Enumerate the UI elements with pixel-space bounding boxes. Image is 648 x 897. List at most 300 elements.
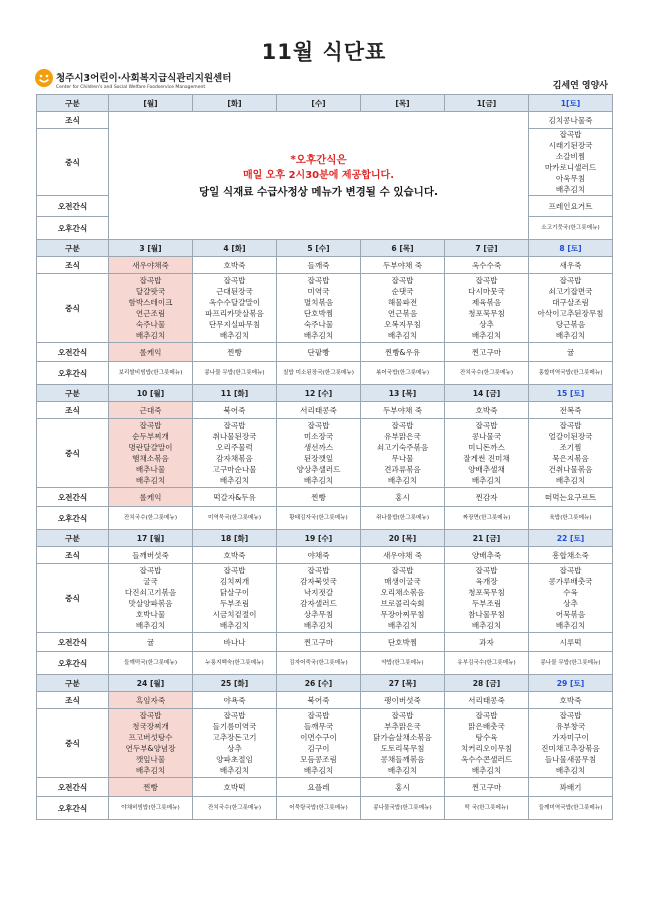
breakfast-menu-cell: 팽이버섯죽 bbox=[361, 692, 445, 709]
menu-item: 배추김치 bbox=[471, 621, 502, 630]
pm-snack-cell: 잔치국수(한그릇메뉴) bbox=[445, 362, 529, 385]
am-snack-cell: 과자 bbox=[445, 633, 529, 652]
day-header: [화] bbox=[193, 95, 277, 112]
day-header: 25 [화] bbox=[193, 675, 277, 692]
menu-item: 들기름미역국 bbox=[212, 722, 257, 731]
menu-item: 순댓국 bbox=[391, 287, 414, 296]
lunch-menu-cell bbox=[109, 709, 193, 778]
row-label-lunch: 중식 bbox=[37, 274, 109, 343]
am-snack-cell: 롤케익 bbox=[109, 488, 193, 507]
day-header: 5 [수] bbox=[277, 240, 361, 257]
menu-item: 잡곡밥 bbox=[223, 566, 246, 575]
menu-item: 배추김치 bbox=[555, 476, 586, 485]
day-header: 4 [화] bbox=[193, 240, 277, 257]
pm-snack-cell: 들깨떡국(한그릇메뉴) bbox=[109, 652, 193, 675]
menu-item: 맛살양파볶음 bbox=[128, 599, 173, 608]
breakfast-row bbox=[37, 547, 613, 564]
menu-item: 잡곡밥 bbox=[139, 276, 162, 285]
am-snack-cell: 찐고구마 bbox=[445, 778, 529, 797]
day-header: 27 [목] bbox=[361, 675, 445, 692]
menu-item: 배추김치 bbox=[135, 331, 166, 340]
menu-item: 얼갈이된장국 bbox=[548, 432, 593, 441]
menu-item: 청포묵무침 bbox=[468, 309, 505, 318]
row-label-am-snack: 오전간식 bbox=[37, 196, 109, 217]
am-snack-cell: 프레인요거트 bbox=[529, 196, 613, 217]
lunch-menu-cell bbox=[529, 419, 613, 488]
breakfast-menu-cell: 들깨죽 bbox=[277, 257, 361, 274]
menu-item: 상추 bbox=[479, 320, 494, 329]
menu-item: 잡곡밥 bbox=[559, 276, 582, 285]
lunch-menu-cell bbox=[277, 274, 361, 343]
am-snack-cell: 호박떡 bbox=[193, 778, 277, 797]
am-snack-row bbox=[37, 778, 613, 797]
menu-item: 무장아찌무침 bbox=[380, 610, 425, 619]
breakfast-menu-cell: 두부야채 죽 bbox=[361, 257, 445, 274]
pm-snack-cell: 짜장면(한그릇메뉴) bbox=[445, 507, 529, 530]
lunch-menu-cell bbox=[109, 564, 193, 633]
breakfast-row bbox=[37, 692, 613, 709]
row-label-am-snack: 오전간식 bbox=[37, 343, 109, 362]
am-snack-cell: 찐빵 bbox=[193, 343, 277, 362]
menu-item: 근대된장국 bbox=[216, 287, 253, 296]
pm-snack-cell: 유부김국수(한그릇메뉴) bbox=[445, 652, 529, 675]
row-label-lunch: 중식 bbox=[37, 129, 109, 196]
menu-item: 프고버섯탕수 bbox=[128, 733, 173, 742]
am-snack-row bbox=[37, 343, 613, 362]
menu-item: 배추김치 bbox=[303, 331, 334, 340]
pm-snack-cell: 칠밥 미소된장국(한그릇메뉴) bbox=[277, 362, 361, 385]
lunch-menu-cell bbox=[445, 709, 529, 778]
orange-smile-logo-icon bbox=[34, 68, 54, 88]
am-snack-cell: 찐빵 bbox=[109, 778, 193, 797]
breakfast-menu-cell: 야채죽 bbox=[277, 547, 361, 564]
menu-item: 배추김치 bbox=[471, 476, 502, 485]
menu-item: 도토리묵무침 bbox=[380, 744, 425, 753]
notice-line: 매일 오후 2시30분에 제공합니다. bbox=[242, 169, 395, 181]
menu-item: 상추무침 bbox=[303, 610, 334, 619]
menu-item: 단호박찜 bbox=[303, 309, 334, 318]
menu-item: 유부맑은국 bbox=[384, 432, 421, 441]
day-header: 18 [화] bbox=[193, 530, 277, 547]
pm-snack-row bbox=[37, 652, 613, 675]
day-header: 19 [수] bbox=[277, 530, 361, 547]
day-header: 12 [수] bbox=[277, 385, 361, 402]
breakfast-menu-cell: 근대죽 bbox=[109, 402, 193, 419]
menu-item: 닭가슴살채소볶음 bbox=[373, 733, 432, 742]
lunch-row bbox=[37, 709, 613, 778]
menu-item: 고추장돈고기 bbox=[212, 733, 257, 742]
row-label-pm-snack: 오후간식 bbox=[37, 652, 109, 675]
day-header: 21 [금] bbox=[445, 530, 529, 547]
menu-item: 배추김치 bbox=[219, 766, 250, 775]
menu-item: 시래기된장국 bbox=[548, 141, 593, 150]
pm-snack-cell: 쥐나물밥(한그릇메뉴) bbox=[361, 507, 445, 530]
am-snack-cell: 찐빵 bbox=[277, 488, 361, 507]
breakfast-menu-cell: 새우야채죽 bbox=[109, 257, 193, 274]
menu-item: 양배추샐채 bbox=[468, 465, 505, 474]
menu-item: 잡곡밥 bbox=[475, 566, 498, 575]
menu-item: 상추 bbox=[227, 744, 242, 753]
lunch-menu-cell bbox=[529, 129, 613, 196]
menu-item: 오리주물럭 bbox=[216, 443, 253, 452]
menu-item: 양파초절임 bbox=[216, 755, 253, 764]
breakfast-menu-cell: 흥합채소죽 bbox=[529, 547, 613, 564]
header-label: 구분 bbox=[37, 530, 109, 547]
menu-item: 배추김치 bbox=[303, 766, 334, 775]
pm-snack-row bbox=[37, 362, 613, 385]
day-header: 10 [월] bbox=[109, 385, 193, 402]
lunch-menu-cell bbox=[193, 564, 277, 633]
menu-item: 배추김치 bbox=[471, 331, 502, 340]
menu-item: 콩나물국 bbox=[471, 432, 502, 441]
menu-item: 잡곡밥 bbox=[391, 276, 414, 285]
menu-item: 해물파전 bbox=[387, 298, 418, 307]
am-snack-cell: 바나나 bbox=[193, 633, 277, 652]
am-snack-cell: 단호박찜 bbox=[361, 633, 445, 652]
breakfast-menu-cell: 들깨버섯죽 bbox=[109, 547, 193, 564]
menu-item: 배추김치 bbox=[135, 476, 166, 485]
day-header: 13 [목] bbox=[361, 385, 445, 402]
lunch-menu-cell bbox=[361, 709, 445, 778]
lunch-menu-cell bbox=[193, 419, 277, 488]
dietitian-name: 김세연 영양사 bbox=[552, 81, 608, 91]
notice-line: 당일 식재료 수급사정상 메뉴가 변경될 수 있습니다. bbox=[199, 185, 438, 198]
menu-item: 감자북엇국 bbox=[300, 577, 337, 586]
menu-item: 들깨무국 bbox=[303, 722, 334, 731]
am-snack-cell: 귤 bbox=[529, 343, 613, 362]
pm-snack-cell: 떡 국(한그릇메뉴) bbox=[445, 797, 529, 820]
day-header: [목] bbox=[361, 95, 445, 112]
am-snack-cell: 홍시 bbox=[361, 778, 445, 797]
lunch-menu-cell bbox=[109, 419, 193, 488]
menu-item: 단무지실파무침 bbox=[208, 320, 261, 329]
menu-item: 청국장찌개 bbox=[132, 722, 169, 731]
pm-snack-cell: 미역묵국(한그릇메뉴) bbox=[193, 507, 277, 530]
menu-item: 견과류볶음 bbox=[384, 465, 421, 474]
menu-item: 잡곡밥 bbox=[559, 711, 582, 720]
menu-item: 조기찜 bbox=[559, 443, 582, 452]
lunch-menu-cell bbox=[361, 564, 445, 633]
menu-item: 잡곡밥 bbox=[139, 711, 162, 720]
menu-item: 잡곡밥 bbox=[223, 421, 246, 430]
am-snack-cell: 떡갈자&두유 bbox=[193, 488, 277, 507]
menu-item: 잡곡밥 bbox=[475, 711, 498, 720]
breakfast-menu-cell: 북어죽 bbox=[277, 692, 361, 709]
breakfast-menu-cell: 새우야채 죽 bbox=[361, 547, 445, 564]
week-header-row bbox=[37, 385, 613, 402]
menu-item: 연근볶음 bbox=[387, 309, 418, 318]
menu-item: 브로콜리숙회 bbox=[380, 599, 425, 608]
lunch-menu-cell bbox=[277, 564, 361, 633]
menu-item: 고구마순나물 bbox=[212, 465, 257, 474]
menu-item: 아삭이고추된장무침 bbox=[537, 309, 604, 318]
menu-item: 매생이굴국 bbox=[384, 577, 421, 586]
pm-snack-cell: 잔치국수(한그릇메뉴) bbox=[109, 507, 193, 530]
menu-item: 건취나물볶음 bbox=[548, 465, 593, 474]
am-snack-cell: 시루떡 bbox=[529, 633, 613, 652]
row-label-am-snack: 오전간식 bbox=[37, 778, 109, 797]
menu-item: 배추김치 bbox=[219, 331, 250, 340]
menu-item: 잡곡밥 bbox=[475, 276, 498, 285]
breakfast-menu-cell: 야욕죽 bbox=[193, 692, 277, 709]
breakfast-menu-cell: 옥수수죽 bbox=[445, 257, 529, 274]
menu-item: 감자샐러드 bbox=[300, 599, 337, 608]
lunch-menu-cell bbox=[529, 274, 613, 343]
menu-item: 다시마뭇국 bbox=[468, 287, 505, 296]
breakfast-menu-cell: 호박죽 bbox=[445, 402, 529, 419]
lunch-menu-cell bbox=[445, 419, 529, 488]
menu-item: 배추김치 bbox=[555, 766, 586, 775]
row-label-breakfast: 조식 bbox=[37, 402, 109, 419]
day-header: 28 [금] bbox=[445, 675, 529, 692]
menu-item: 당근볶음 bbox=[555, 320, 586, 329]
pm-snack-cell: 콩나물 무밥(한그릇메뉴) bbox=[529, 652, 613, 675]
row-label-lunch: 중식 bbox=[37, 564, 109, 633]
menu-item: 배추나물 bbox=[135, 465, 166, 474]
row-label-lunch: 중식 bbox=[37, 419, 109, 488]
pm-snack-cell: 볶어국밥(한그릇메뉴) bbox=[361, 362, 445, 385]
pm-snack-cell: 들깨미역국밥(한그릇메뉴) bbox=[529, 797, 613, 820]
lunch-menu-cell bbox=[361, 274, 445, 343]
lunch-menu-cell bbox=[277, 709, 361, 778]
menu-item: 배추김치 bbox=[387, 621, 418, 630]
page-title: 11월 식단표 bbox=[261, 40, 387, 64]
row-label-breakfast: 조식 bbox=[37, 547, 109, 564]
menu-item: 들나물새콤무침 bbox=[544, 755, 597, 764]
meal-plan-table bbox=[36, 94, 613, 820]
menu-item: 양상추샐러드 bbox=[296, 465, 341, 474]
day-header: 1[토] bbox=[529, 95, 613, 112]
am-snack-cell: 홍시 bbox=[361, 488, 445, 507]
menu-item: 두부조림 bbox=[471, 599, 502, 608]
menu-item: 잡곡밥 bbox=[475, 421, 498, 430]
menu-item: 맑은배춧국 bbox=[468, 722, 505, 731]
menu-item: 배추김치 bbox=[387, 476, 418, 485]
breakfast-menu-cell: 새우죽 bbox=[529, 257, 613, 274]
week-header-row bbox=[37, 675, 613, 692]
menu-item: 배추김치 bbox=[219, 476, 250, 485]
am-snack-cell: 찐감자 bbox=[445, 488, 529, 507]
day-header: 8 [토] bbox=[529, 240, 613, 257]
menu-item: 상추 bbox=[563, 599, 578, 608]
breakfast-menu-cell: 호박죽 bbox=[193, 547, 277, 564]
menu-item: 잘게썬 진미채 bbox=[463, 454, 510, 463]
header-label: 구분 bbox=[37, 385, 109, 402]
menu-item: 무나물 bbox=[391, 454, 414, 463]
menu-item: 시금치겉절이 bbox=[212, 610, 257, 619]
menu-item: 배추김치 bbox=[135, 766, 166, 775]
menu-item: 감자채볶음 bbox=[216, 454, 253, 463]
menu-item: 배추김치 bbox=[387, 331, 418, 340]
breakfast-row bbox=[37, 402, 613, 419]
row-label-breakfast: 조식 bbox=[37, 112, 109, 129]
menu-item: 배추김치 bbox=[219, 621, 250, 630]
pm-snack-cell: 육밥(한그릇메뉴) bbox=[529, 507, 613, 530]
menu-item: 대구살조림 bbox=[552, 298, 589, 307]
pm-snack-cell: 콩나물국밥(한그릇메뉴) bbox=[361, 797, 445, 820]
menu-item: 낙지젓갈 bbox=[303, 588, 334, 597]
am-snack-cell: 떠먹는요구르트 bbox=[529, 488, 613, 507]
pm-snack-cell: 약밥(한그릇메뉴) bbox=[361, 652, 445, 675]
notice-line: *오후간식은 bbox=[290, 153, 347, 166]
menu-item: 아욱무침 bbox=[555, 174, 586, 183]
menu-item: 두부조림 bbox=[219, 599, 250, 608]
menu-item: 파프리카맛살볶음 bbox=[205, 309, 264, 318]
am-snack-cell: 찐빵&우유 bbox=[361, 343, 445, 362]
menu-item: 순두부찌개 bbox=[132, 432, 169, 441]
menu-item: 잡곡밥 bbox=[307, 711, 330, 720]
day-header: 1[금] bbox=[445, 95, 529, 112]
pm-snack-cell: 잔치국수(한그릇메뉴) bbox=[193, 797, 277, 820]
organization-name: 청주시3어린이·사회복지급식관리지원센터 bbox=[56, 73, 232, 84]
menu-item: 배추김치 bbox=[555, 185, 586, 194]
menu-item: 오리채소볶음 bbox=[380, 588, 425, 597]
menu-item: 쇠고기잡면국 bbox=[548, 287, 593, 296]
pm-snack-cell: 어묵탕국밥(한그릇메뉴) bbox=[277, 797, 361, 820]
menu-item: 숙주나물 bbox=[303, 320, 334, 329]
week-header-row bbox=[37, 95, 613, 112]
am-snack-cell: 꽈배기 bbox=[529, 778, 613, 797]
pm-snack-row bbox=[37, 797, 613, 820]
menu-item: 연근조림 bbox=[135, 309, 166, 318]
menu-item: 청포묵무침 bbox=[468, 588, 505, 597]
menu-item: 연두부&양념장 bbox=[125, 744, 176, 753]
menu-item: 어묵볶음 bbox=[555, 610, 586, 619]
menu-item: 잡곡밥 bbox=[307, 566, 330, 575]
row-label-lunch: 중식 bbox=[37, 709, 109, 778]
menu-item: 옥수수달걀말이 bbox=[208, 298, 261, 307]
day-header: 17 [월] bbox=[109, 530, 193, 547]
menu-item: 배추김치 bbox=[303, 476, 334, 485]
menu-item: 깻잎나물 bbox=[135, 755, 166, 764]
header-label: 구분 bbox=[37, 675, 109, 692]
day-header: 20 [목] bbox=[361, 530, 445, 547]
am-snack-cell: 단팥빵 bbox=[277, 343, 361, 362]
menu-item: 제육볶음 bbox=[471, 298, 502, 307]
menu-item: 부추맑은국 bbox=[384, 722, 421, 731]
menu-item: 명란달걀말이 bbox=[128, 443, 173, 452]
menu-item: 미소장국 bbox=[303, 432, 334, 441]
breakfast-menu-cell: 호박죽 bbox=[193, 257, 277, 274]
menu-item: 수육 bbox=[563, 588, 578, 597]
menu-item: 미니돈까스 bbox=[468, 443, 505, 452]
menu-item: 잡곡밥 bbox=[307, 421, 330, 430]
menu-item: 배추김치 bbox=[555, 621, 586, 630]
menu-item: 잡곡밥 bbox=[139, 566, 162, 575]
menu-item: 햄채소볶음 bbox=[132, 454, 169, 463]
menu-item: 생선까스 bbox=[303, 443, 334, 452]
day-header: 24 [월] bbox=[109, 675, 193, 692]
menu-item: 탕수육 bbox=[475, 733, 498, 742]
menu-item: 소갈비찜 bbox=[555, 152, 586, 161]
am-snack-row bbox=[37, 633, 613, 652]
lunch-row bbox=[37, 419, 613, 488]
pm-snack-cell: 소고기뭇국(한그릇메뉴) bbox=[529, 217, 613, 240]
menu-item: 쇠고기숙주볶음 bbox=[376, 443, 429, 452]
menu-item: 유부창국 bbox=[555, 722, 586, 731]
breakfast-row bbox=[37, 112, 613, 129]
breakfast-menu-cell: 서리태콩죽 bbox=[277, 402, 361, 419]
row-label-breakfast: 조식 bbox=[37, 692, 109, 709]
menu-item: 굴국 bbox=[143, 577, 158, 586]
pm-snack-cell: 콩나물 무밥(한그릇메뉴) bbox=[193, 362, 277, 385]
day-header: 29 [토] bbox=[529, 675, 613, 692]
menu-item: 호박나물 bbox=[135, 610, 166, 619]
lunch-menu-cell bbox=[361, 419, 445, 488]
menu-item: 잡곡밥 bbox=[391, 421, 414, 430]
menu-item: 잡곡밥 bbox=[559, 421, 582, 430]
menu-item: 잡곡밥 bbox=[139, 421, 162, 430]
lunch-menu-cell bbox=[109, 274, 193, 343]
pm-snack-row bbox=[37, 507, 613, 530]
menu-item: 다진쇠고기볶음 bbox=[124, 588, 177, 597]
pm-snack-cell: 누룽지백숙(한그릇메뉴) bbox=[193, 652, 277, 675]
lunch-menu-cell bbox=[193, 274, 277, 343]
header-label: 구분 bbox=[37, 95, 109, 112]
menu-item: 가자미구이 bbox=[552, 733, 589, 742]
breakfast-menu-cell: 두부야채 죽 bbox=[361, 402, 445, 419]
menu-item: 김구이 bbox=[307, 744, 330, 753]
breakfast-menu-cell: 서리태콩죽 bbox=[445, 692, 529, 709]
menu-item: 미역국 bbox=[307, 287, 330, 296]
am-snack-cell: 귤 bbox=[109, 633, 193, 652]
menu-item: 모듬콩조림 bbox=[300, 755, 337, 764]
lunch-menu-cell bbox=[445, 564, 529, 633]
breakfast-menu-cell: 전복죽 bbox=[529, 402, 613, 419]
breakfast-menu-cell: 양배추죽 bbox=[445, 547, 529, 564]
lunch-row bbox=[37, 564, 613, 633]
am-snack-row bbox=[37, 488, 613, 507]
row-label-am-snack: 오전간식 bbox=[37, 488, 109, 507]
day-header: [수] bbox=[277, 95, 361, 112]
header-label: 구분 bbox=[37, 240, 109, 257]
menu-item: 콩가루배춧국 bbox=[548, 577, 593, 586]
menu-item: 잡곡밥 bbox=[559, 566, 582, 575]
lunch-menu-cell bbox=[277, 419, 361, 488]
organization-block bbox=[56, 70, 231, 90]
menu-item: 된장깻잎 bbox=[303, 454, 334, 463]
lunch-menu-cell bbox=[193, 709, 277, 778]
lunch-row bbox=[37, 274, 613, 343]
menu-item: 참나물무침 bbox=[468, 610, 505, 619]
week-header-row bbox=[37, 240, 613, 257]
breakfast-menu-cell: 김치콩나물죽 bbox=[529, 112, 613, 129]
menu-item: 오복지무침 bbox=[384, 320, 421, 329]
menu-item: 달걀팟국 bbox=[135, 287, 166, 296]
day-header: 15 [토] bbox=[529, 385, 613, 402]
breakfast-menu-cell: 흑임자죽 bbox=[109, 692, 193, 709]
day-header: 7 [금] bbox=[445, 240, 529, 257]
menu-item: 함박스테이크 bbox=[128, 298, 173, 307]
menu-item: 잡곡밥 bbox=[391, 711, 414, 720]
menu-item: 마카로니샐러드 bbox=[544, 163, 597, 172]
day-header: 11 [화] bbox=[193, 385, 277, 402]
day-header: 6 [목] bbox=[361, 240, 445, 257]
row-label-breakfast: 조식 bbox=[37, 257, 109, 274]
menu-item: 잡곡밥 bbox=[391, 566, 414, 575]
pm-snack-cell: 홍합미역국밥(한그릇메뉴) bbox=[529, 362, 613, 385]
menu-item: 잡곡밥 bbox=[223, 276, 246, 285]
row-label-pm-snack: 오후간식 bbox=[37, 507, 109, 530]
menu-item: 묵은지볶음 bbox=[552, 454, 589, 463]
am-snack-cell: 롤케익 bbox=[109, 343, 193, 362]
menu-item: 멸치볶음 bbox=[303, 298, 334, 307]
menu-item: 옥수수콘샐러드 bbox=[460, 755, 513, 764]
lunch-menu-cell bbox=[529, 709, 613, 778]
menu-item: 잡곡밥 bbox=[559, 130, 582, 139]
breakfast-menu-cell: 호박죽 bbox=[529, 692, 613, 709]
row-label-pm-snack: 오후간식 bbox=[37, 217, 109, 240]
